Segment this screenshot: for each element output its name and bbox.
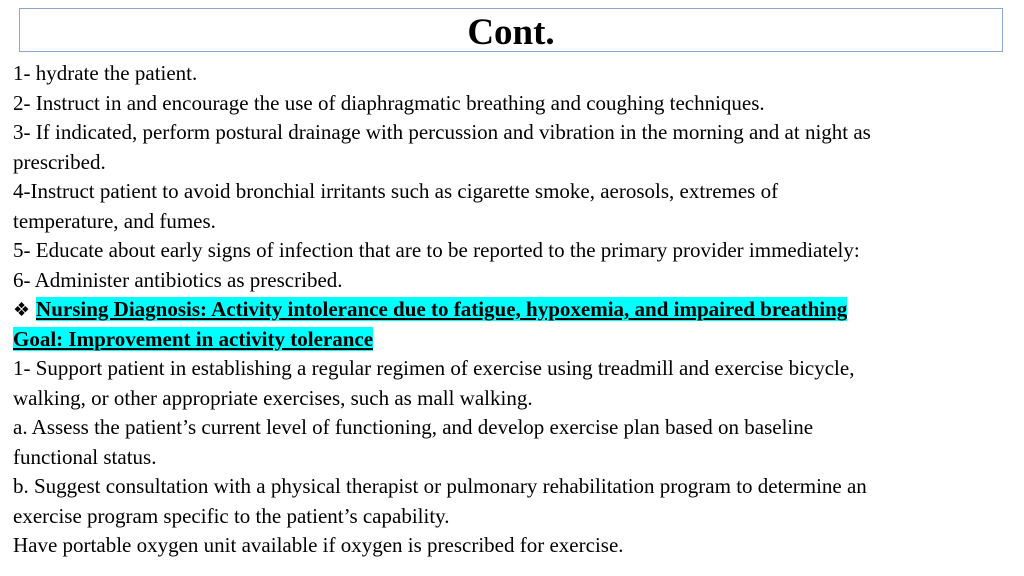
text-line: b. Suggest consultation with a physical therapist or pulmonary rehabilitation program to determine an	[13, 474, 867, 498]
slide-content	[13, 59, 1021, 561]
diagnosis-heading-line	[13, 295, 1021, 325]
text-line: 1- hydrate the patient.	[13, 61, 198, 85]
text-line: temperature, and fumes.	[13, 208, 216, 233]
text-line: walking, or other appropriate exercises, such as mall walking.	[13, 385, 533, 410]
text-line: 1- Support patient in establishing a regular regimen of exercise using treadmill and exercise bicycle,	[13, 356, 855, 380]
text-line: 4-Instruct patient to avoid bronchial irritants such as cigarette smoke, aerosols, extremes of	[13, 179, 779, 203]
goal-line	[13, 325, 1021, 355]
goal-heading: Goal: Improvement in activity tolerance	[13, 326, 374, 351]
text-line: exercise program specific to the patient’s capability.	[13, 503, 450, 528]
text-line: 3- If indicated, perform postural drainage with percussion and vibration in the morning and at night as	[13, 120, 871, 144]
text-line: 6- Administer antibiotics as prescribed.	[13, 267, 343, 292]
title-box	[19, 8, 1003, 52]
text-line: functional status.	[13, 444, 157, 469]
text-line: prescribed.	[13, 149, 106, 174]
text-line: 2- Instruct in and encourage the use of diaphragmatic breathing and coughing techniques.	[13, 90, 765, 115]
text-line: a. Assess the patient’s current level of functioning, and develop exercise plan based on baseline	[13, 415, 814, 439]
diamond-bullet-icon: ❖	[13, 300, 31, 321]
page-title: Cont.	[467, 11, 555, 53]
diagnosis-heading: Nursing Diagnosis: Activity intolerance due to fatigue, hypoxemia, and impaired breathing	[36, 297, 848, 321]
text-line: Have portable oxygen unit available if oxygen is prescribed for exercise.	[13, 533, 624, 557]
text-line: 5- Educate about early signs of infection that are to be reported to the primary provider immediately:	[13, 238, 860, 262]
